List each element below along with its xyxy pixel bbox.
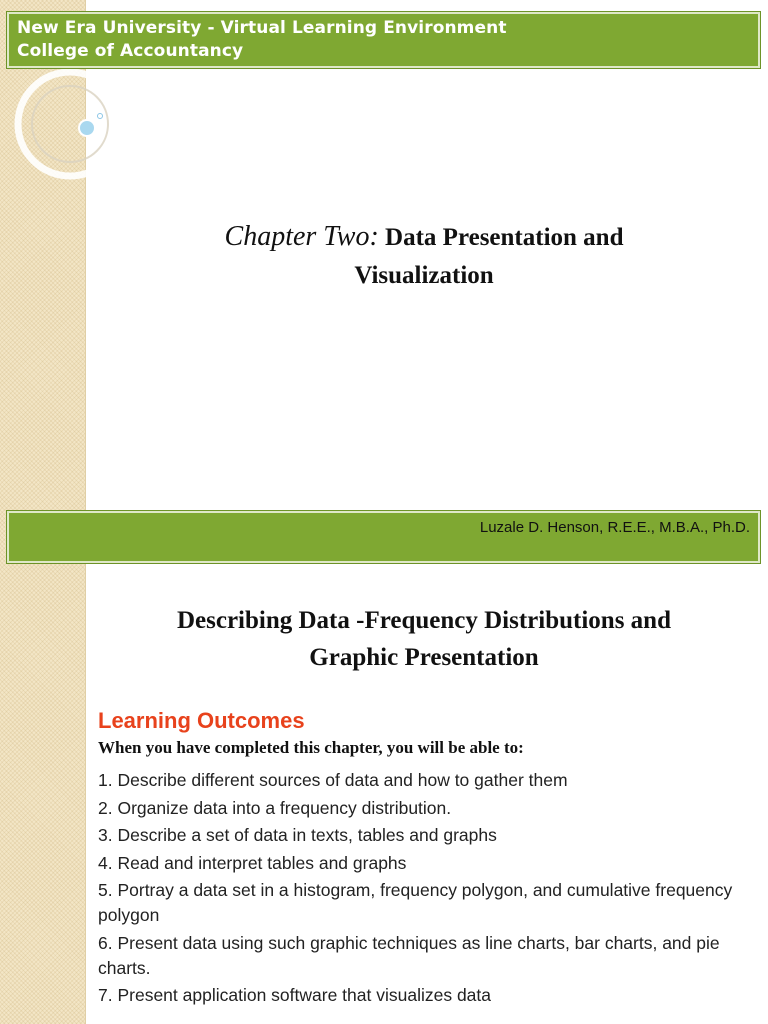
outcome-item-2: 2. Organize data into a frequency distribution. [98, 797, 452, 818]
outcome-item-1: 1. Describe different sources of data and how to gather them [98, 770, 568, 790]
chapter-title-part1: Data Presentation and [378, 224, 624, 251]
outcome-item-6: 6. Present data using such graphic techniques as line charts, bar charts, and pie charts. [98, 932, 720, 978]
chapter-title-part2: Visualization [354, 262, 494, 289]
outcome-item-7: 7. Present application software that visualizes data [98, 985, 491, 1005]
author-name: Luzale D. Henson, R.E.E., M.B.A., Ph.D. [479, 519, 750, 536]
learning-outcomes-heading: Learning Outcomes [98, 708, 305, 733]
section-title [90, 602, 758, 676]
learning-outcomes-intro: When you have completed this chapter, you will be able to: [98, 738, 524, 757]
outcome-item-4: 4. Read and interpret tables and graphs [98, 852, 407, 873]
outcome-item-3: 3. Describe a set of data in texts, tables and graphs [98, 825, 497, 845]
university-title: New Era University - Virtual Learning Environment [17, 18, 507, 38]
header-banner [7, 12, 760, 68]
chapter-prefix: Chapter Two: [224, 221, 379, 252]
college-title: College of Accountancy [17, 41, 244, 61]
author-banner [7, 511, 760, 563]
outcome-item-5: 5. Portray a data set in a histogram, frequency polygon, and cumulative frequency polygon [98, 880, 733, 925]
chapter-title [90, 218, 758, 295]
decorative-circles-graphic [0, 60, 110, 190]
learning-outcomes-list [98, 768, 758, 1011]
section-title-line2: Graphic Presentation [309, 644, 539, 671]
section-title-line1: Describing Data -Frequency Distributions and [176, 607, 671, 634]
